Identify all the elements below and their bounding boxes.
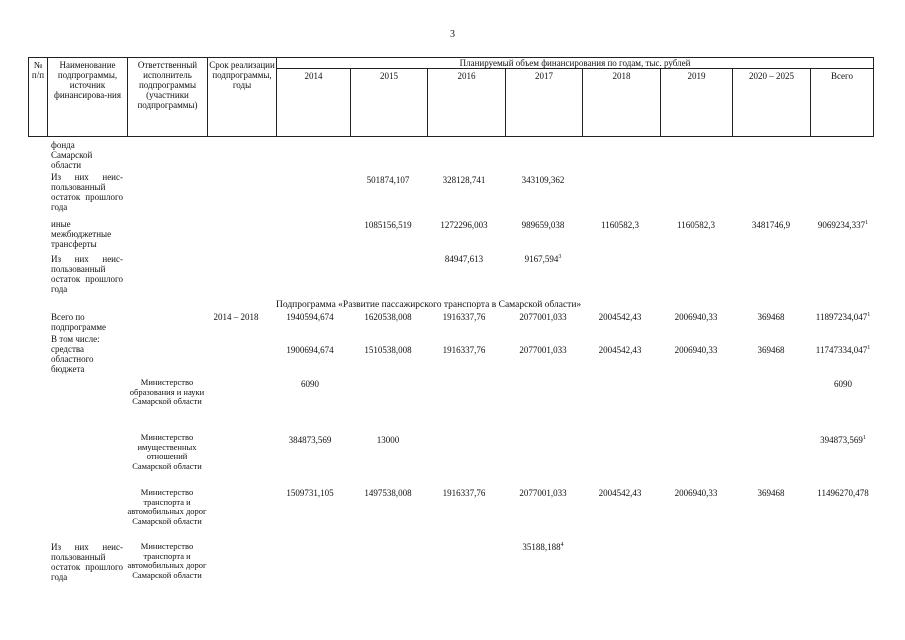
value-total: 11897234,047$^1$ <box>815 312 871 322</box>
value-2015: 1085156,519 <box>364 220 412 230</box>
row-exec: Министерство транспорта и автомобильных дорог Самарской области <box>127 487 207 526</box>
header-exec: Ответственный исполнитель подпрограммы (участники подпрограммы) <box>127 57 208 137</box>
header-year-total: Всего <box>810 68 874 137</box>
value-2015: 1620538,008 <box>364 312 412 322</box>
subprogram-title: Подпрограмма «Развитие пассажирского транспорта в Самарской области» <box>276 300 582 310</box>
value-total: 394873,569$^1$ <box>820 435 866 445</box>
row-exec: Министерство имущественных отношений Самарской области <box>132 432 202 471</box>
header-year-2017: 2017 <box>505 68 583 137</box>
value-total: 11496270,478 <box>817 488 869 498</box>
value-2018: 2004542,43 <box>598 345 642 355</box>
value-2019: 2006940,33 <box>674 488 718 498</box>
value-2020-2025: 3481746,9 <box>751 220 791 230</box>
value-2016: 84947,613 <box>444 254 484 264</box>
value-2017: 989659,038 <box>521 220 565 230</box>
value-2017: 2077001,033 <box>519 312 567 322</box>
value-total: 11747334,047$^1$ <box>815 345 871 355</box>
value-2014: 1940594,674 <box>286 312 334 322</box>
value-2020-2025: 369468 <box>757 312 785 322</box>
value-2015: 13000 <box>376 435 400 445</box>
value-2020-2025: 369468 <box>757 488 785 498</box>
row-name: Из них неис-пользованный остаток прошлого года <box>51 172 123 212</box>
row-name: Из них неис-пользованный остаток прошлого года <box>51 542 123 582</box>
header-year-2020-2025: 2020 – 2025 <box>732 68 811 137</box>
row-term: 2014 – 2018 <box>213 312 259 322</box>
value-total: 9069234,337$^1$ <box>817 220 869 230</box>
value-2016: 328128,741 <box>442 175 486 185</box>
table-header <box>28 57 874 137</box>
row-name: В том числе: средства областного бюджета <box>51 334 100 374</box>
value-2017: 35188,188$^4$ <box>522 542 564 552</box>
value-2018: 1160582,3 <box>601 220 639 230</box>
header-name: Наименование подпрограммы, источник финансирова-ния <box>47 57 128 137</box>
value-2015: 501874,107 <box>366 175 410 185</box>
row-exec: Министерство транспорта и автомобильных дорог Самарской области <box>127 541 207 580</box>
value-2017: 2077001,033 <box>519 345 567 355</box>
value-2018: 2004542,43 <box>598 488 642 498</box>
value-2017: 343109,362 <box>521 175 565 185</box>
value-2018: 2004542,43 <box>598 312 642 322</box>
value-2016: 1916337,76 <box>442 345 486 355</box>
value-2014: 1900694,674 <box>286 345 334 355</box>
header-year-2019: 2019 <box>660 68 733 137</box>
value-2016: 1916337,76 <box>442 488 486 498</box>
row-name: Из них неис-пользованный остаток прошлого года <box>51 254 123 294</box>
value-2014: 384873,569 <box>288 435 332 445</box>
value-2019: 2006940,33 <box>674 345 718 355</box>
header-year-2015: 2015 <box>350 68 428 137</box>
row-name: Всего по подпрограмме <box>51 312 107 332</box>
value-2020-2025: 369468 <box>757 345 785 355</box>
value-2014: 6090 <box>301 379 319 389</box>
header-year-2016: 2016 <box>427 68 506 137</box>
value-2016: 1916337,76 <box>442 312 486 322</box>
value-2019: 2006940,33 <box>674 312 718 322</box>
row-exec: Министерство образования и науки Самарской области <box>129 377 205 407</box>
header-num: № п/п <box>28 57 48 137</box>
header-term: Срок реализации подпрограммы, годы <box>207 57 277 137</box>
value-2015: 1497538,008 <box>364 488 412 498</box>
value-2019: 1160582,3 <box>677 220 715 230</box>
header-plan: Планируемый объем финансирования по годам, тыс. рублей <box>276 57 874 69</box>
header-year-2018: 2018 <box>582 68 661 137</box>
value-2015: 1510538,008 <box>364 345 412 355</box>
value-2017: 2077001,033 <box>519 488 567 498</box>
header-year-2014: 2014 <box>276 68 351 137</box>
value-2017: 9167,594$^3$ <box>524 254 562 264</box>
value-2014: 1509731,105 <box>286 488 334 498</box>
value-2016: 1272296,003 <box>440 220 488 230</box>
row-name: фонда Самарской области <box>51 140 93 170</box>
page-number: 3 <box>450 29 455 40</box>
row-name: иные межбюджетные трансферты <box>51 219 112 249</box>
value-total: 6090 <box>834 379 852 389</box>
